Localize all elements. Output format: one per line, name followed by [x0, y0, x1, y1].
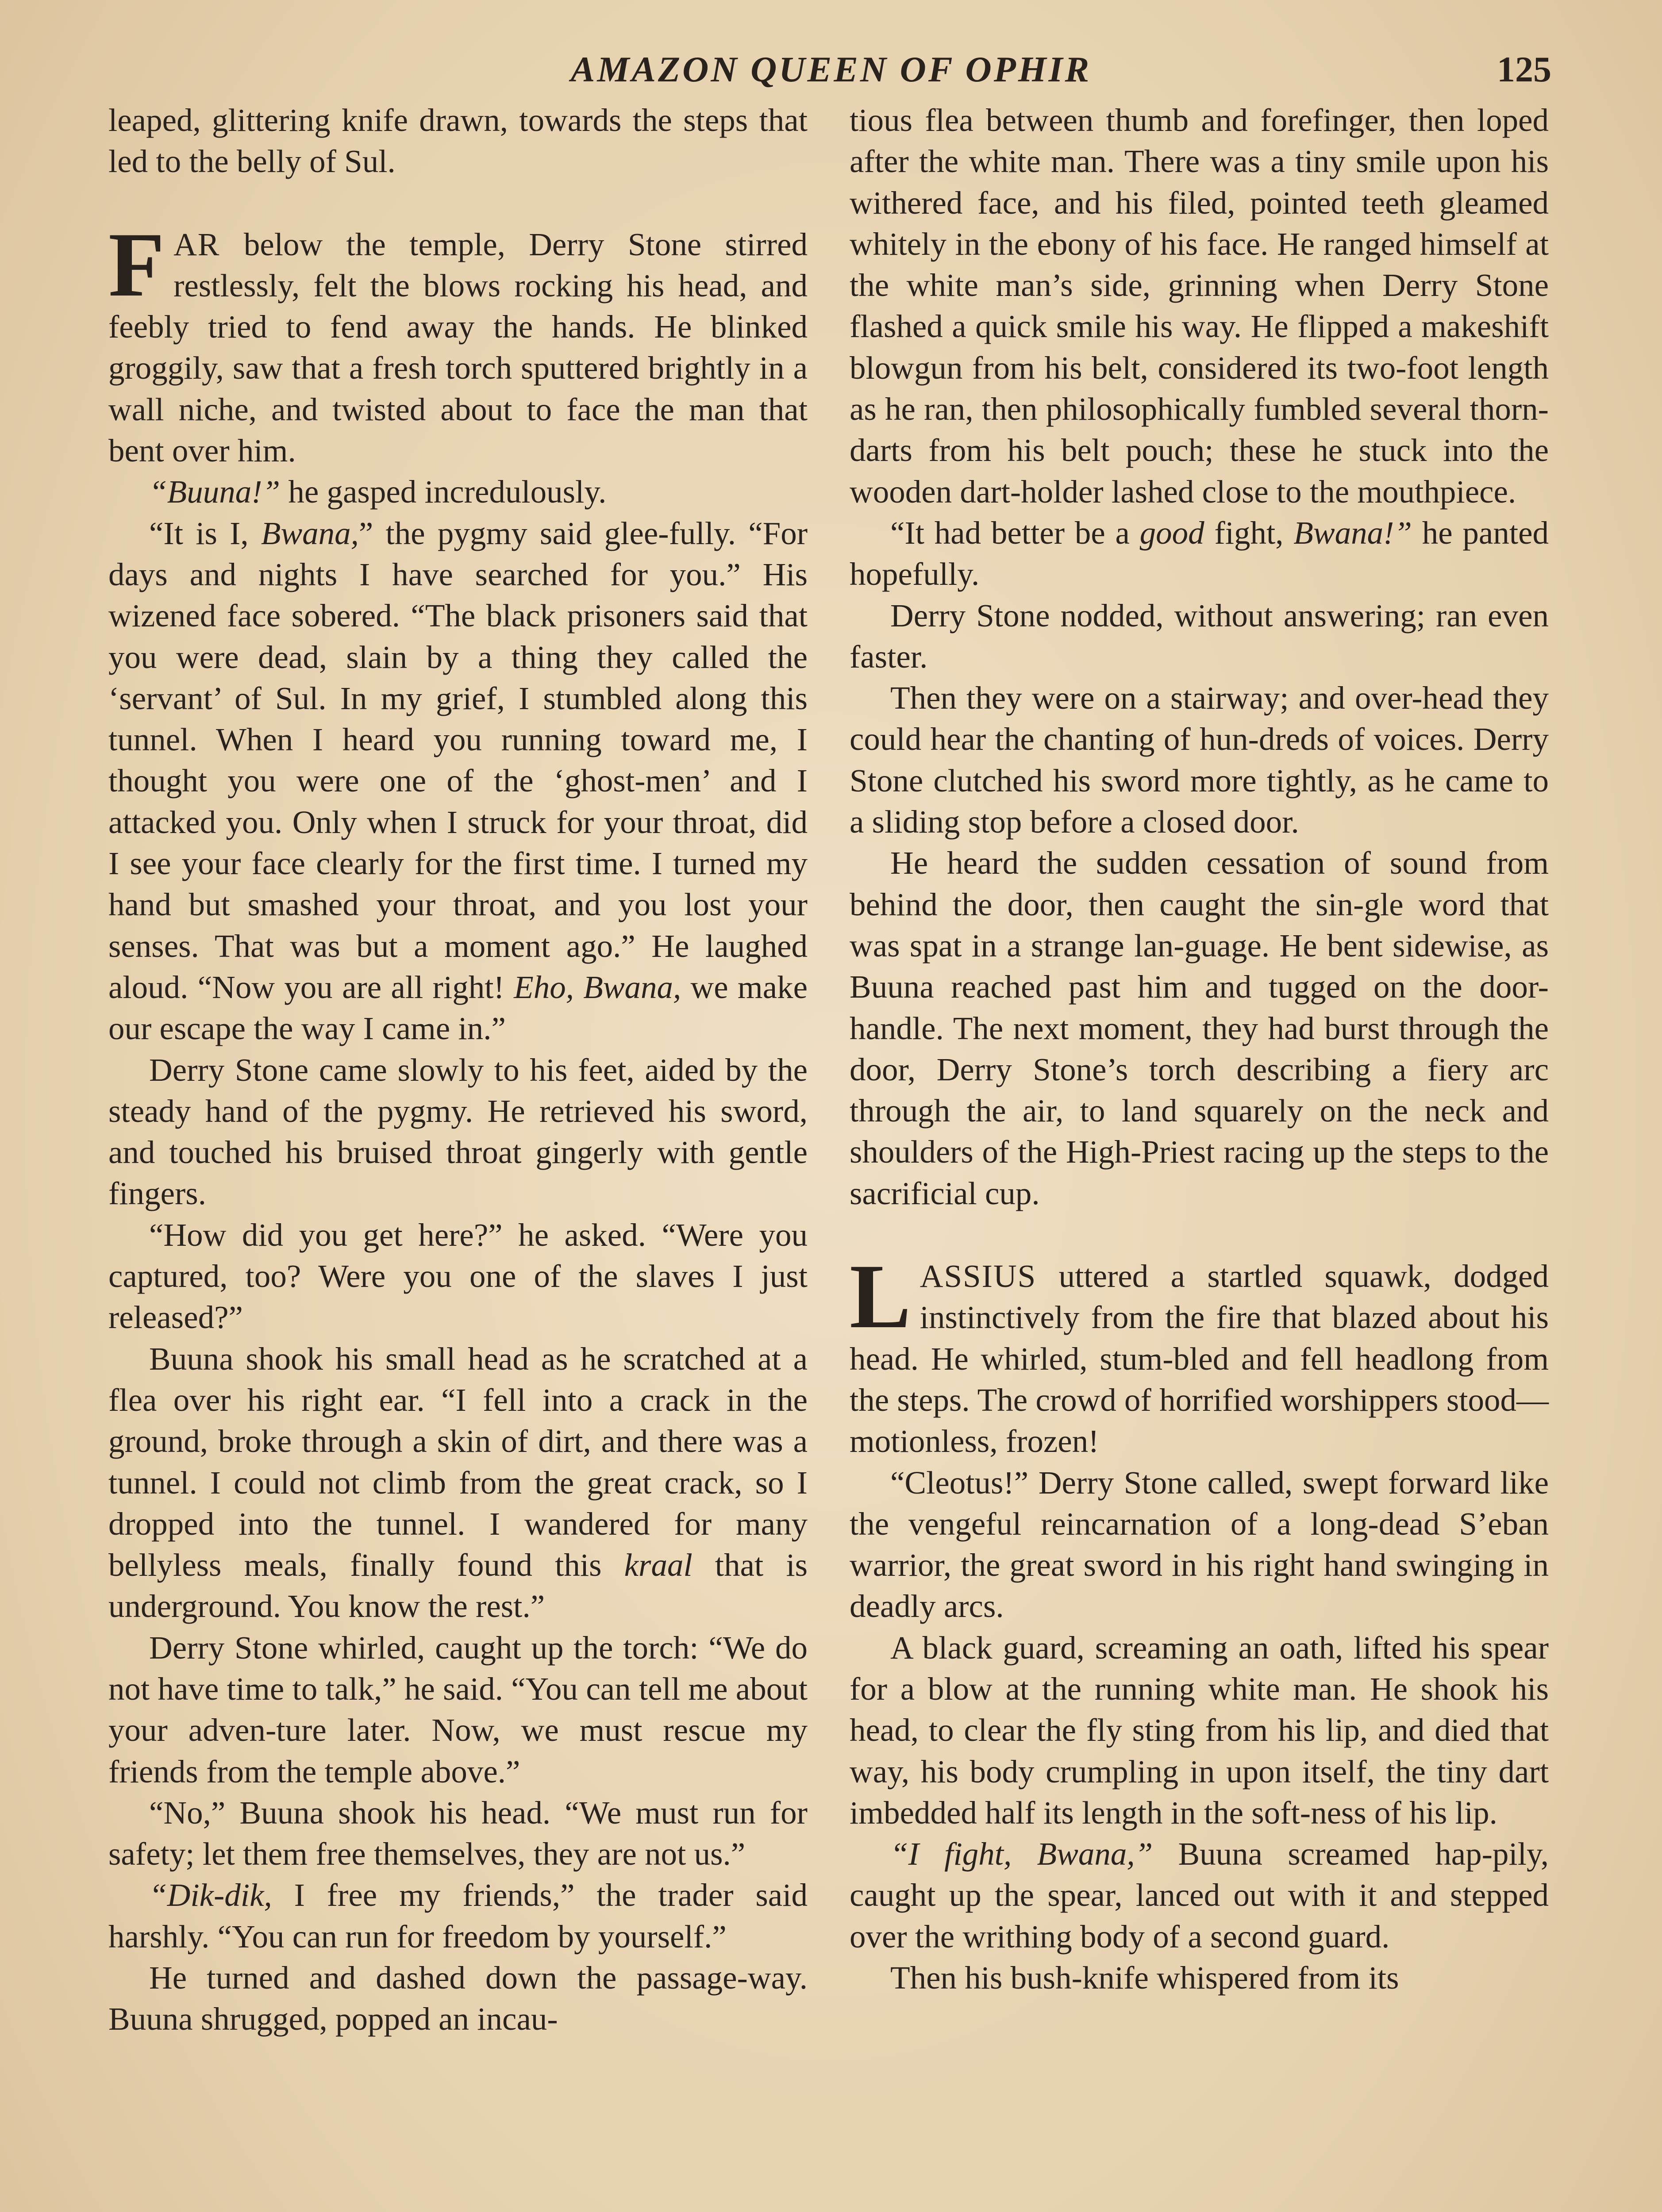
page-header — [0, 42, 1662, 96]
paragraph: He heard the sudden cessation of sound from behind the door, then caught the sin-gle word that was spat in a strange lan-guage. He bent sidewise, as Buuna reached past him and tugged on the door-handle. The next moment, they had burst through the door, Derry Stone’s torch describing a fiery arc through the air, to land squarely on the neck and shoulders of the High-Priest racing up the steps to the sacrificial cup. — [850, 845, 1549, 1211]
paragraph: “It had better be a good fight, Bwana!” he panted hopefully. — [850, 515, 1549, 592]
paragraph: Then they were on a stairway; and over-head they could hear the chanting of hun-dreds of voices. Derry Stone clutched his sword more tightly, as he came to a sliding stop before a closed door. — [850, 680, 1549, 840]
paragraph: “No,” Buuna shook his head. “We must run for safety; let them free themselves, they are not us.” — [108, 1794, 808, 1872]
paragraph: A black guard, screaming an oath, lifted his spear for a blow at the running white man. He shook his head, to clear the fly sting from his lip, and died that way, his body crumpling in upon itself, the tiny dart imbedded half its length in the soft-ness of his lip. — [850, 1629, 1549, 1831]
paragraph: “I fight, Bwana,” Buuna screamed hap-pily, caught up the spear, lanced out with it and stepped over the writhing body of a second guard. — [850, 1836, 1549, 1955]
right-column — [850, 100, 1549, 1998]
lead-word: ASSIUS — [919, 1258, 1037, 1294]
drop-cap: F — [108, 213, 165, 315]
paragraph: leaped, glittering knife drawn, towards the steps that led to the belly of Sul. — [108, 102, 808, 180]
paragraph: Derry Stone nodded, without answering; ran even faster. — [850, 597, 1549, 675]
paragraph: Derry Stone whirled, caught up the torch: “We do not have time to talk,” he said. “You can tell me about your adven-ture later. Now, we must rescue my friends from the temple above.” — [108, 1629, 808, 1790]
running-title: AMAZON QUEEN OF OPHIR — [570, 49, 1092, 89]
paragraph: “How did you get here?” he asked. “Were you captured, too? Were you one of the slaves I just released?” — [108, 1217, 808, 1336]
paragraph: tious flea between thumb and forefinger, then loped after the white man. There was a tiny smile upon his withered face, and his filed, pointed teeth gleamed whitely in the ebony of his face. He ranged himself at the white man’s side, grinning when Derry Stone flashed a quick smile his way. He flipped a makeshift blowgun from his belt, considered its two-foot length as he ran, then philosophically fumbled several thorn-darts from his belt pouch; these he stuck into the wooden dart-holder lashed close to the mouthpiece. — [850, 102, 1549, 510]
lead-word: AR — [173, 226, 220, 262]
paragraph: Buuna shook his small head as he scratched at a flea over his right ear. “I fell into a crack in the ground, broke through a skin of dirt, and there was a tunnel. I could not climb from the great crack, so I dropped into the tunnel. I wandered for many bellyless meals, finally found this kraal that is underground. You know the rest.” — [108, 1340, 808, 1624]
section-opening-paragraph: LASSIUS uttered a startled squawk, dodged instinctively from the fire that blazed about his head. He whirled, stum-bled and fell headlong from the steps. The crowd of horrified worshippers stood—motionless, frozen! — [850, 1245, 1549, 1459]
page-number: 125 — [1497, 49, 1551, 89]
section-opening-paragraph: FAR below the temple, Derry Stone stirred restlessly, felt the blows rocking his head, and feebly tried to fend away the hands. He blinked groggily, saw that a fresh torch sputtered brightly in a wall niche, and twisted about to face the man that bent over him. — [108, 213, 808, 469]
paragraph: Derry Stone came slowly to his feet, aided by the steady hand of the pygmy. He retrieved his sword, and touched his bruised throat gingerly with gentle fingers. — [108, 1052, 808, 1212]
paragraph: “It is I, Bwana,” the pygmy said glee-fully. “For days and nights I have searched for you.” His wizened face sobered. “The black prisoners said that you were dead, slain by a thing they called the ‘servant’ of Sul. In my grief, I stumbled along this tunnel. When I heard you running toward me, I thought you were one of the ‘ghost-men’ and I attacked you. Only when I struck for your throat, did I see your face clearly for the first time. I turned my hand but smashed your throat, and you lost your senses. That was but a moment ago.” He laughed aloud. “Now you are all right! Eho, Bwana, we make our escape the way I came in.” — [108, 515, 808, 1047]
left-column — [108, 100, 808, 2040]
paragraph: He turned and dashed down the passage-way. Buuna shrugged, popped an incau- — [108, 1960, 808, 2037]
paragraph: Then his bush-knife whispered from its — [890, 1960, 1399, 1996]
paragraph: “Buuna!” he gasped incredulously. — [149, 474, 607, 510]
drop-cap: L — [850, 1245, 911, 1348]
paragraph: “Dik-dik, I free my friends,” the trader said harshly. “You can run for freedom by yourself.” — [108, 1877, 808, 1955]
paragraph: “Cleotus!” Derry Stone called, swept forward like the vengeful reincarnation of a long-dead S’eban warrior, the great sword in his right hand swinging in deadly arcs. — [850, 1464, 1549, 1624]
